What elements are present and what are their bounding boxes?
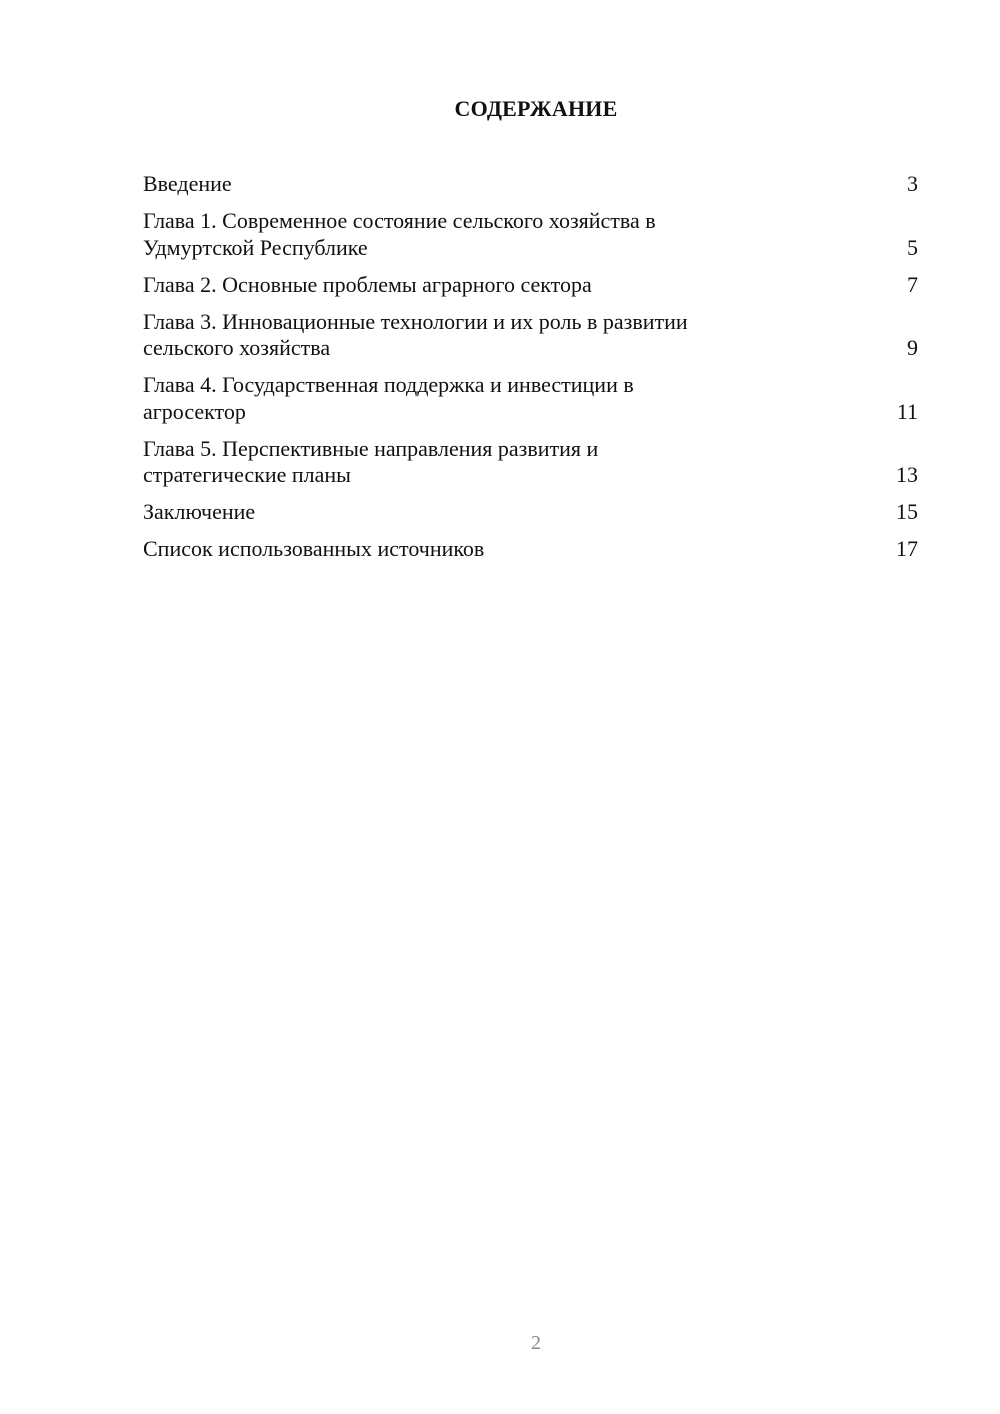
toc-entry-page: 7 bbox=[907, 271, 918, 297]
toc-entry-line: Заключение bbox=[143, 499, 256, 524]
toc-entry-page: 11 bbox=[896, 398, 918, 424]
toc-entry-page: 5 bbox=[907, 234, 918, 260]
toc-entry-line: сельского хозяйства bbox=[143, 335, 331, 360]
toc-entry-text bbox=[143, 372, 783, 425]
toc-entry-line: агросектор bbox=[143, 398, 246, 424]
toc-entry-text bbox=[143, 171, 783, 198]
toc-entry-text bbox=[143, 272, 783, 299]
toc-entry-chapter-2 bbox=[143, 272, 918, 299]
toc-entry-conclusion bbox=[143, 499, 918, 526]
toc-entry-text bbox=[143, 536, 783, 563]
toc-list bbox=[143, 171, 918, 573]
toc-entry-line: стратегические планы bbox=[143, 462, 351, 487]
toc-entry-chapter-1 bbox=[143, 208, 918, 261]
toc-entry-line: Глава 3. Инновационные технологии и их роль в развитии bbox=[143, 308, 688, 334]
toc-entry-introduction bbox=[143, 171, 918, 198]
toc-entry-line: Глава 4. Государственная поддержка и инвестиции в bbox=[143, 372, 634, 397]
toc-entry-page: 15 bbox=[896, 499, 918, 524]
toc-entry-page: 3 bbox=[907, 171, 918, 196]
toc-entry-line: Список использованных источников bbox=[143, 536, 485, 561]
toc-entry-text bbox=[143, 436, 783, 489]
toc-entry-line: Глава 1. Современное состояние сельского хозяйства в bbox=[143, 208, 656, 233]
toc-entry-text bbox=[143, 309, 783, 362]
toc-entry-text bbox=[143, 499, 783, 526]
toc-entry-references bbox=[143, 536, 918, 563]
toc-entry-line: Удмуртской Республике bbox=[143, 234, 368, 260]
toc-entry-chapter-3 bbox=[143, 309, 918, 362]
toc-entry-page: 13 bbox=[896, 462, 918, 487]
toc-entry-page: 17 bbox=[896, 536, 918, 561]
toc-entry-line: Введение bbox=[143, 171, 232, 196]
page-number: 2 bbox=[531, 1332, 541, 1354]
toc-entry-line: Глава 2. Основные проблемы аграрного сектора bbox=[143, 271, 592, 297]
toc-entry-text bbox=[143, 208, 783, 261]
toc-entry-line: Глава 5. Перспективные направления развития и bbox=[143, 435, 599, 461]
toc-entry-chapter-4 bbox=[143, 372, 918, 425]
toc-entry-page: 9 bbox=[907, 335, 918, 360]
toc-title: СОДЕРЖАНИЕ bbox=[454, 96, 618, 121]
toc-entry-chapter-5 bbox=[143, 436, 918, 489]
